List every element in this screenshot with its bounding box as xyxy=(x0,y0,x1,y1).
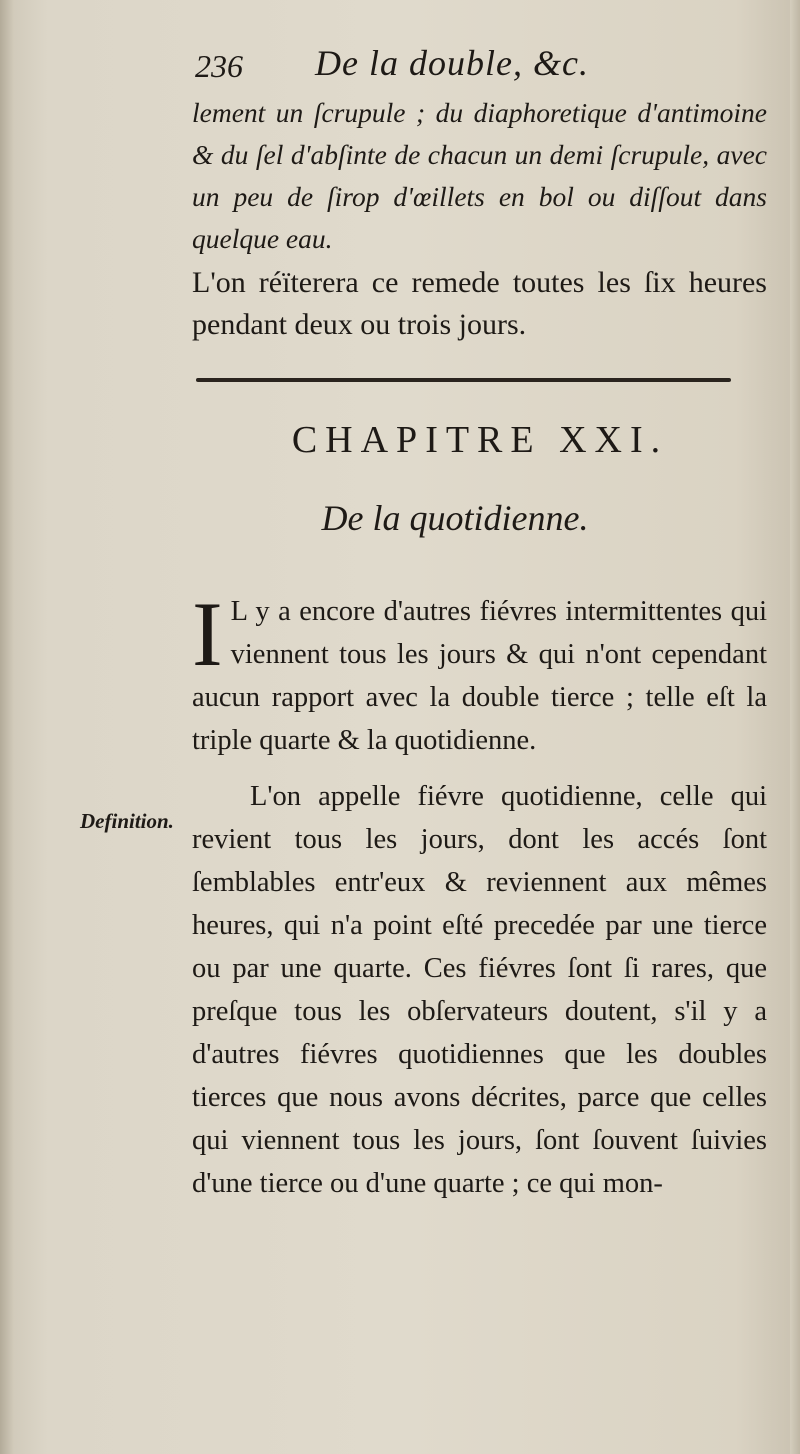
page-number: 236 xyxy=(195,48,243,84)
section-divider-rule xyxy=(196,378,731,382)
chapter-heading: CHAPITRE XXI. xyxy=(291,419,669,461)
page-header xyxy=(195,42,755,92)
body-paragraph-1 xyxy=(192,583,767,762)
paragraph-1-text: L y a encore d'autres fiévres intermittentes qui viennent tous les jours & qui n'ont cependant aucun rapport avec la double tierce ; telle eſt la triple quarte & la quotidienne. xyxy=(192,596,767,756)
running-head: De la double, &c. xyxy=(315,43,589,83)
page-gutter-shadow xyxy=(0,0,14,1454)
chapter-subtitle: De la quotidienne. xyxy=(321,498,589,538)
continuation-roman-text: L'on réïterera ce remede toutes les ſix heures pendant deux ou trois jours. xyxy=(192,266,767,341)
margin-note: Definition. xyxy=(80,809,174,833)
drop-cap: I xyxy=(192,583,223,685)
body-paragraph-2: L'on appelle fiévre quotidienne, celle qui revient tous les jours, dont les accés ſont ſemblables entr'eux & reviennent aux mêmes heures, qui n'a point eſté precedée par une tierce ou par une quarte. Ces fiévres ſont ſi rares, que preſque tous les obſervateurs doutent, s'il y a d'autres fiévres quotidiennes que les doubles tierces que nous avons décrites, parce que celles qui viennent tous les jours, ſont ſouvent ſuivies d'une tierce ou d'une quarte ; ce qui mon- xyxy=(192,781,767,1199)
page-edge xyxy=(790,0,800,1454)
continuation-italic-text: lement un ſcrupule ; du diaphoretique d'antimoine & du ſel d'abſinte de chacun un demi ſcrupule, avec un peu de ſirop d'œillets en bol ou diſſout dans quelque eau. xyxy=(192,97,767,254)
